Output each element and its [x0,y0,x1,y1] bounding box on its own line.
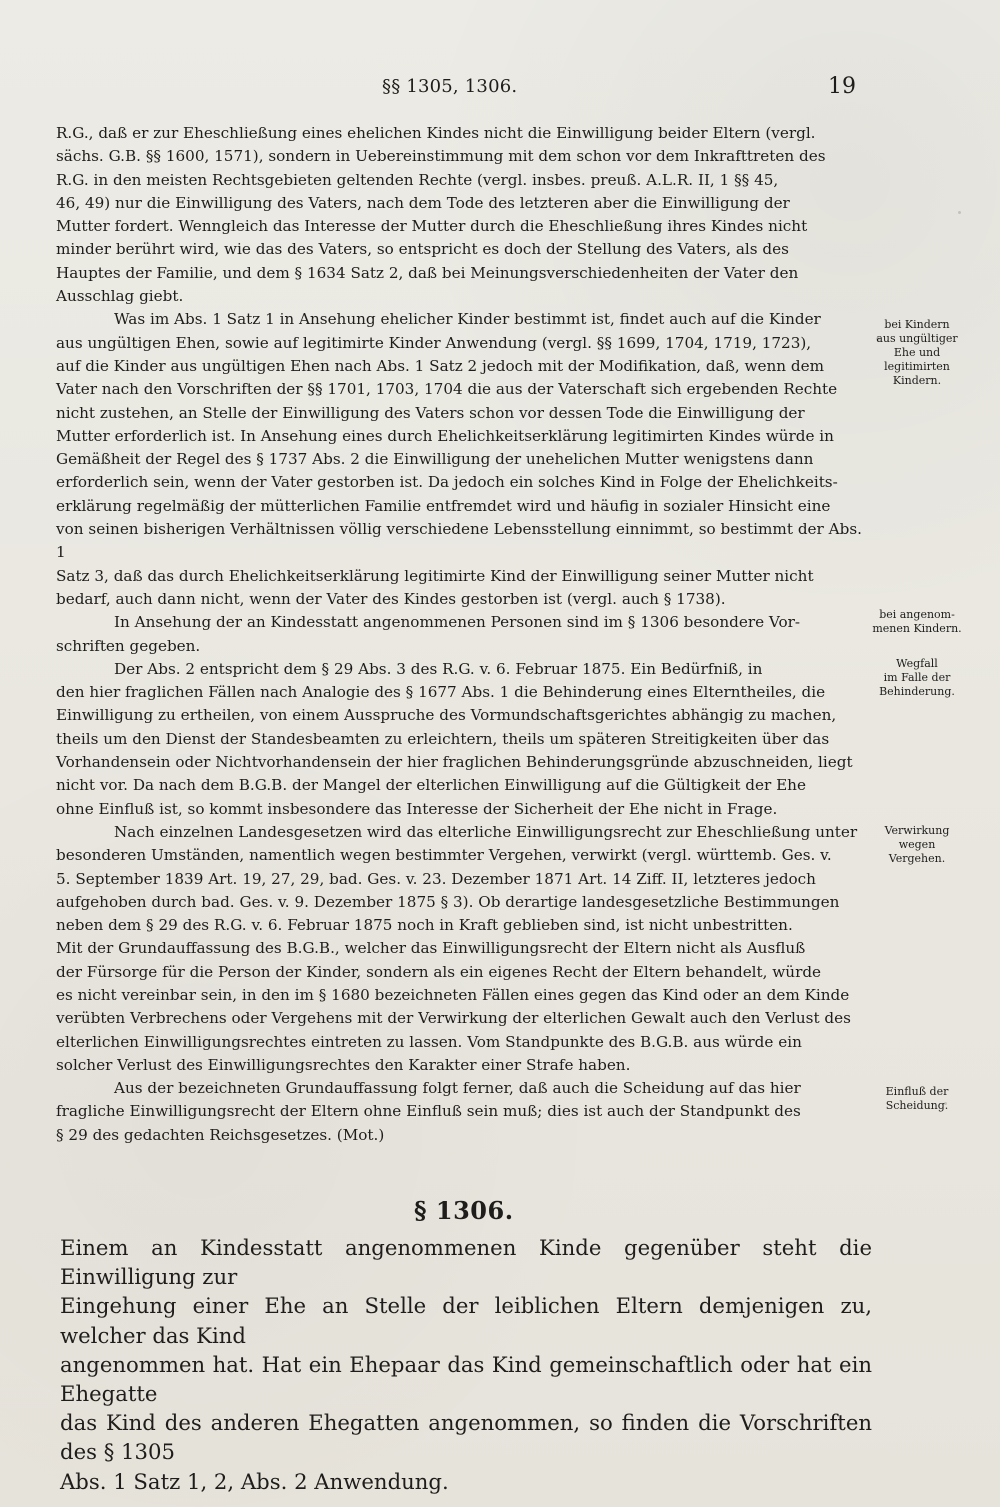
page-number: 19 [828,74,856,99]
margin-note-incapacity: Wegfall im Falle der Behinderung. [879,657,955,698]
margin-note-adopted-children: bei angenom- menen Kindern. [872,608,962,635]
margin-note-forfeiture: Verwirkung wegen Vergehen. [884,824,950,865]
paragraph-3: In Ansehung der an Kindesstatt angenommenen Personen sind im § 1306 besondere Vor- schriften gegeben. [56,613,801,655]
margin-note-divorce: Einfluß der Scheidung. [885,1085,949,1112]
paper-speck [958,211,961,214]
paragraph-1: R.G., daß er zur Eheschließung eines ehelichen Kindes nicht die Einwilligung beider Eltern (vergl. sächs. G.B. §§ 1600, 1571), sondern in Uebereinstimmung mit dem schon vor dem Inkrafttreten des R.G. in den meisten Rechtsgebieten geltenden Rechte (vergl. insbes. preuß. A.L.R. II, 1 §§ 45, 46, 49) nur die Einwilligung des Vaters, nach dem Tode des letzteren aber die Einwilligung der Mutter fordert. Wenngleich das Interesse der Mutter durch die Eheschließung ihres Kindes nicht minder berührt wird, wie das des Vaters, so entspricht es doch der Stellung des Vaters, als des Hauptes der Familie, und dem § 1634 Satz 2, daß bei Meinungsverschiedenheiten der Vater den Ausschlag giebt. [56,124,826,306]
paragraph-2: Was im Abs. 1 Satz 1 in Ansehung ehelicher Kinder bestimmt ist, findet auch auf die Kinder aus ungültigen Ehen, sowie auf legitimirte Kinder Anwendung (vergl. §§ 1699, 1704, 1719, 1723), auf die Kinder aus ungültigen Ehen nach Abs. 1 Satz 2 jedoch mit der Modifikation, daß, wenn dem Vater nach den Vorschriften der §§ 1701, 1703, 1704 die aus der Vaterschaft sich ergebenden Rechte nicht zustehen, an Stelle der Einwilligung des Vaters schon vor dessen Tode die Einwilligung der Mutter erforderlich ist. In Ansehung eines durch Ehelichkeitserklärung legitimirten Kindes würde in Gemäßheit der Regel des § 1737 Abs. 2 die Einwilligung der unehelichen Mutter wenigstens dann erforderlich sein, wenn der Vater gestorben ist. Da jedoch ein solches Kind in Folge der Ehelichkeits- erklärung regelmäßig der mütterlichen Familie entfremdet wird und häufig in sozialer Hinsicht eine von seinen bisherigen Verhältnissen völlig verschiedene Lebensstellung einnimmt, so bestimmt der Abs. 1 Satz 3, daß das durch Ehelichkeitserklärung legitimirte Kind der Einwilligung seiner Mutter nicht bedarf, auch dann nicht, wenn der Vater des Kindes gestorben ist (vergl. auch § 1738). [56,310,862,608]
paragraph-5: Nach einzelnen Landesgesetzen wird das elterliche Einwilligungsrecht zur Eheschließung unter besonderen Umständen, namentlich wegen bestimmter Vergehen, verwirkt (vergl. württemb. Ges. v. 5. September 1839 Art. 19, 27, 29, bad. Ges. v. 23. Dezember 1871 Art. 14 Ziff. II, letzteres jedoch aufgehoben durch bad. Ges. v. 9. Dezember 1875 § 3). Ob derartige landesgesetzliche Bestimmungen neben dem § 29 des R.G. v. 6. Februar 1875 noch in Kraft geblieben sind, ist nicht unbestritten. Mit der Grundauffassung des B.G.B., welcher das Einwilligungsrecht der Eltern nicht als Ausfluß der Fürsorge für die Person der Kinder, sondern als ein eigenes Recht der Eltern behandelt, würde es nicht vereinbar sein, in den im § 1680 bezeichneten Fällen eines gegen das Kind oder an dem Kinde verübten Verbrechens oder Vergehens mit der Verwirkung der elterlichen Gewalt auch den Verlust des elterlichen Einwilligungsrechtes eintreten zu lassen. Vom Standpunkte des B.G.B. aus würde ein solcher Verlust des Einwilligungsrechtes den Karakter einer Strafe haben. [56,822,858,1074]
paper-speck [944,1102,947,1105]
paragraph-6: Aus der bezeichneten Grundauffassung folgt ferner, daß auch die Scheidung auf das hier fragliche Einwilligungsrecht der Eltern ohne Einfluß sein muß; dies ist auch der Standpunkt des § 29 des gedachten Reichsgesetzes. (Mot.) [56,1079,801,1144]
section-text: Einem an Kindesstatt angenommenen Kinde gegenüber steht die Einwilligung zur Eingehung einer Ehe an Stelle der leiblichen Eltern demjenigen zu, welcher das Kind angenommen hat. Hat ein Ehepaar das Kind gemeinschaftlich oder hat ein Ehegatte das Kind des anderen Ehegatten angenommen, so finden die Vorschriften des § 1305 Abs. 1 Satz 1, 2, Abs. 2 Anwendung. [60,1235,872,1494]
margin-note-legitimated-children: bei Kindern aus ungültiger Ehe und legitimirten Kindern. [876,318,958,387]
running-header: §§ 1305, 1306. [382,76,518,97]
main-text [56,122,862,1147]
paper-speck [876,337,880,341]
section-heading: § 1306. [414,1196,514,1225]
paragraph-4: Der Abs. 2 entspricht dem § 29 Abs. 3 des R.G. v. 6. Februar 1875. Ein Bedürfniß, in den hier fraglichen Fällen nach Analogie des § 1677 Abs. 1 die Behinderung eines Elterntheiles, die Einwilligung zu ertheilen, von einem Ausspruche des Vormundschaftsgerichtes abhängig zu machen, theils um den Dienst der Standesbeamten zu erleichtern, theils um späteren Streitigkeiten über das Vorhandensein oder Nichtvorhandensein der hier fraglichen Behinderungsgründe abzuschneiden, liegt nicht vor. Da nach dem B.G.B. der Mangel der elterlichen Einwilligung auf die Gültigkeit der Ehe ohne Einfluß ist, so kommt insbesondere das Interesse der Sicherheit der Ehe nicht in Frage. [56,659,853,818]
